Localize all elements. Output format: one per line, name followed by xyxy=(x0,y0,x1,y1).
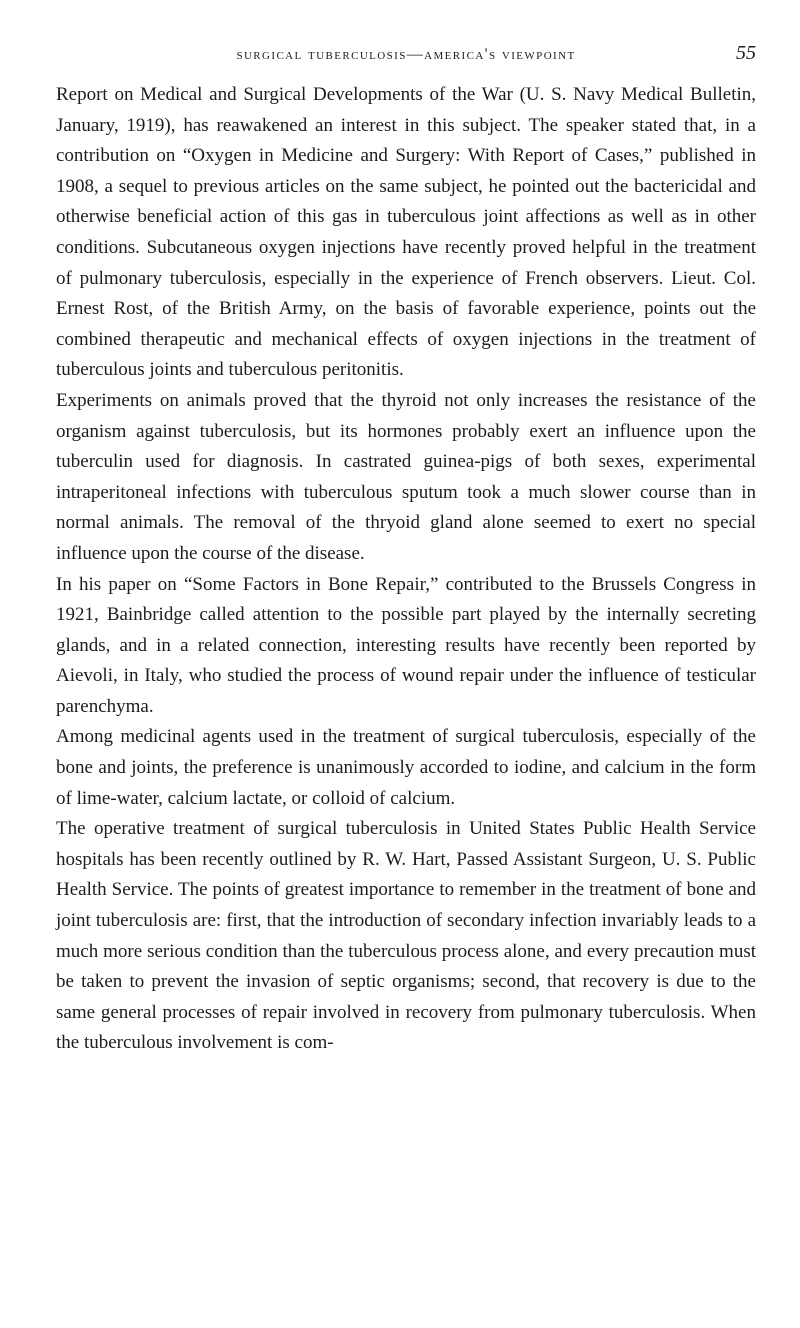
paragraph: The operative treatment of surgical tuberculosis in United States Public Health Service hospitals has been recently outlined by R. W. Hart, Passed Assistant Surgeon, U. S. Public Health Service. The points of greatest importance to remember in the treatment of bone and joint tuberculosis are: first, that the introduction of secondary infection invariably leads to a much more serious condition than the tuberculous process alone, and every precaution must be taken to prevent the invasion of septic organisms; second, that recovery is due to the same general processes of repair involved in recovery from pulmonary tuberculosis. When the tuberculous involvement is com- xyxy=(56,818,756,1054)
page-number: 55 xyxy=(736,42,756,64)
body-text xyxy=(56,80,756,1059)
paragraph: In his paper on “Some Factors in Bone Repair,” contributed to the Brussels Congress in 1921, Bainbridge called attention to the possible part played by the internally secreting glands, and in a related connection, interesting results have recently been reported by Aievoli, in Italy, who studied the process of wound repair under the influence of testicular parenchyma. xyxy=(56,573,756,717)
paragraph: Experiments on animals proved that the thyroid not only increases the resistance of the organism against tuberculosis, but its hormones probably exert an influence upon the tuberculin used for diagnosis. In castrated guinea-pigs of both sexes, experimental intraperitoneal infections with tuberculous sputum took a much slower course than in normal animals. The removal of the thryoid gland alone seemed to exert no special influence upon the course of the disease. xyxy=(56,389,756,564)
running-header xyxy=(56,40,756,80)
book-page xyxy=(56,40,756,1059)
paragraph: Among medicinal agents used in the treatment of surgical tuberculosis, especially of the bone and joints, the preference is unanimously accorded to iodine, and calcium in the form of lime-water, calcium lactate, or colloid of calcium. xyxy=(56,726,756,809)
paragraph: Report on Medical and Surgical Developments of the War (U. S. Navy Medical Bulletin, January, 1919), has reawakened an interest in this subject. The speaker stated that, in a contribution on “Oxygen in Medicine and Surgery: With Report of Cases,” published in 1908, a sequel to previous articles on the same subject, he pointed out the bactericidal and otherwise beneficial action of this gas in tuberculous joint affections as well as in other conditions. Subcutaneous oxygen injections have recently proved helpful in the treatment of pulmonary tuberculosis, especially in the experience of French observers. Lieut. Col. Ernest Rost, of the British Army, on the basis of favorable experience, points out the combined therapeutic and mechanical effects of oxygen injections in the treatment of tuberculous joints and tuberculous peritonitis. xyxy=(56,84,756,381)
running-title: surgical tuberculosis—america's viewpoint xyxy=(236,46,576,63)
